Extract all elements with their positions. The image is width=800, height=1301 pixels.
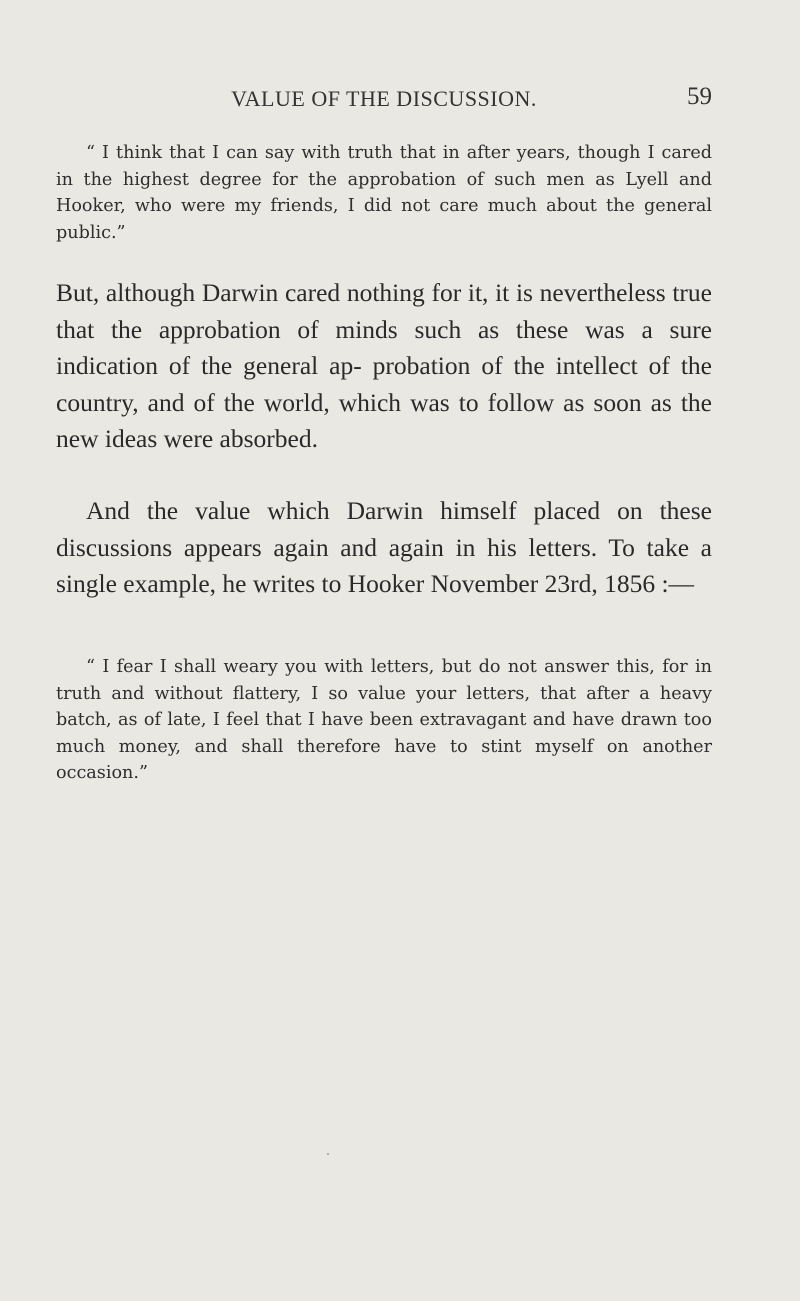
running-head: VALUE OF THE DISCUSSION.	[231, 86, 537, 111]
paragraph-2: And the value which Darwin himself placed on these discussions appears again and again in his letters. To take a single example, he writes to Hooker November 23rd, 1856 :—	[56, 496, 712, 598]
block-quote-2: “ I fear I shall weary you with letters, but do not answer this, for in truth and without flattery, I so value your letters, that after a heavy batch, as of late, I feel that I have been extravagant and have drawn too much money, and shall therefore have to stint myself on another occasion.”	[56, 657, 712, 784]
block-quote-1: “ I think that I can say with truth that in after years, though I cared in the highest degree for the approbation of such men as Lyell and Hooker, who were my friends, I did not care much about the general public.”	[56, 143, 712, 243]
paper-speck	[327, 1153, 329, 1155]
page-header	[56, 83, 712, 116]
page-number: 59	[687, 83, 712, 110]
paragraph-1: But, although Darwin cared nothing for it, it is nevertheless true that the approbation of minds such as these was a sure indication of the general ap- probation of the intellect of the country, and of the world, which was to follow as soon as the new ideas were absorbed.	[56, 278, 712, 453]
